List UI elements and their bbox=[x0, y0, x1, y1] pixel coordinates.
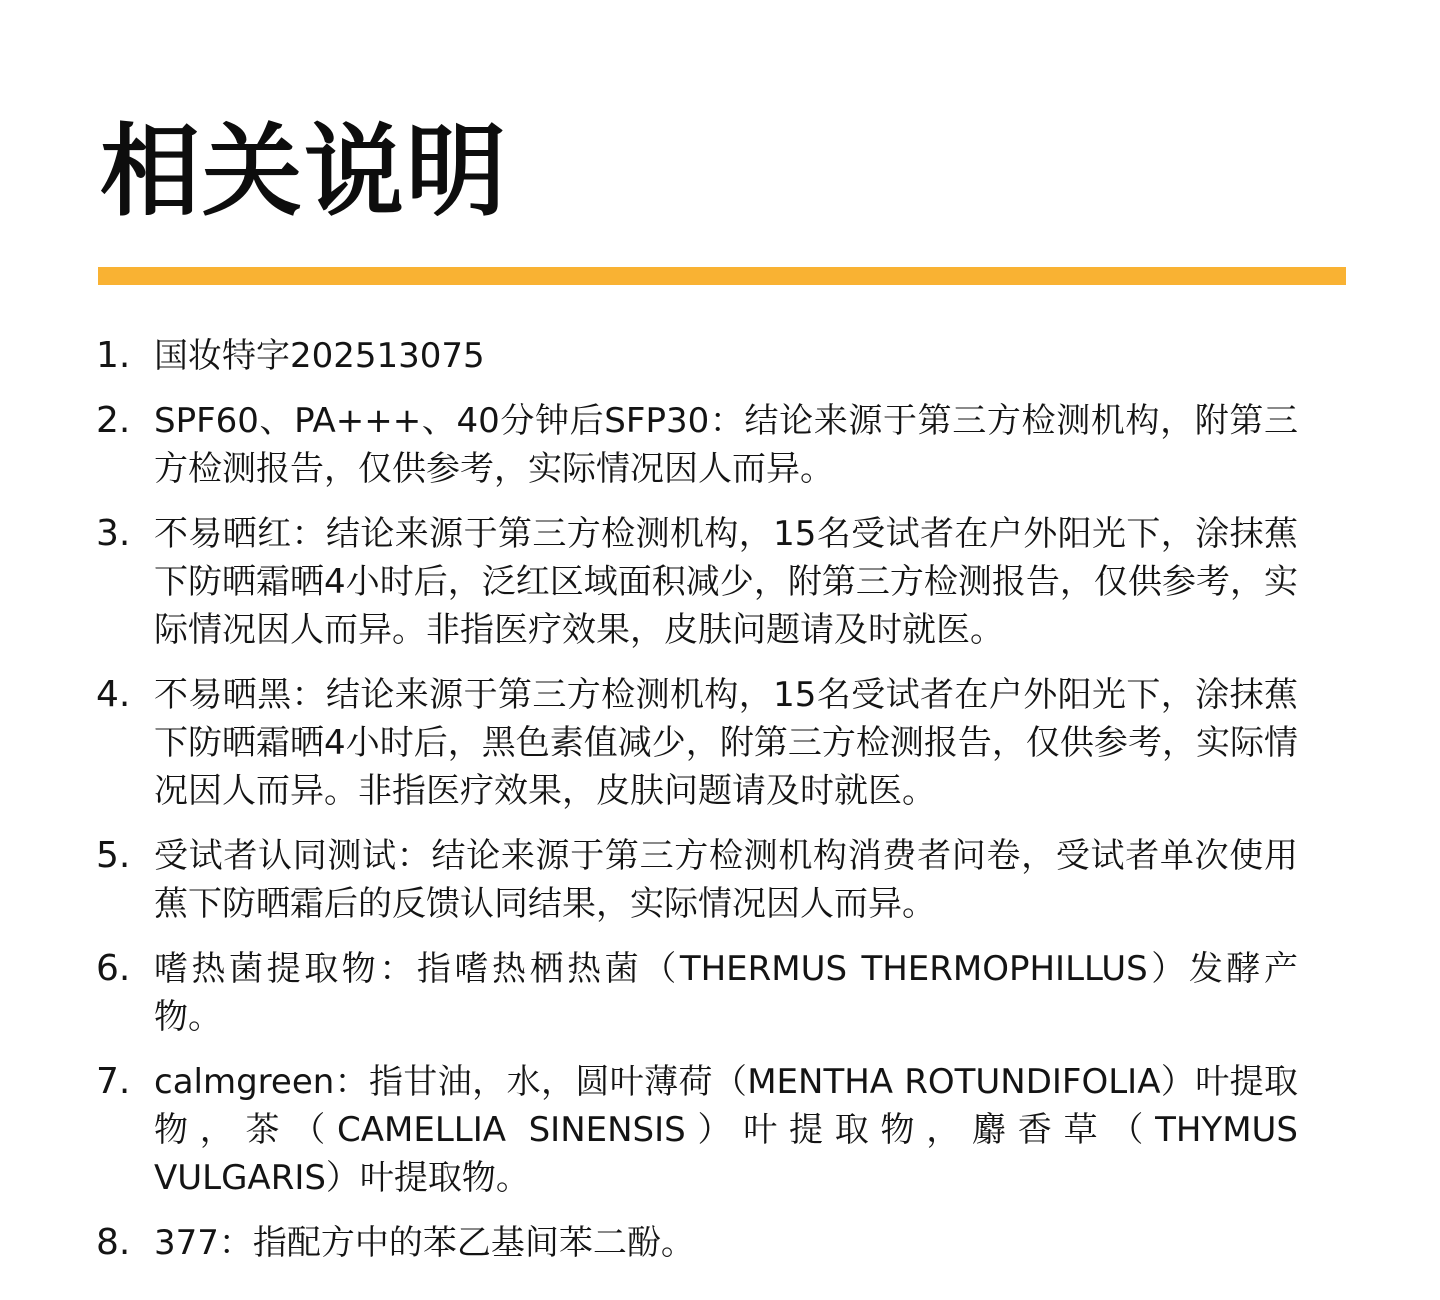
note-item bbox=[96, 945, 1298, 1041]
note-item bbox=[96, 671, 1298, 815]
note-text: 国妆特字202513075 bbox=[154, 336, 485, 376]
note-item bbox=[96, 510, 1298, 654]
note-text: 377：指配方中的苯乙基间苯二酚。 bbox=[154, 1223, 695, 1263]
note-number: 8. bbox=[96, 1222, 131, 1263]
note-item bbox=[96, 397, 1298, 493]
note-item bbox=[96, 332, 1298, 380]
note-number: 1. bbox=[96, 335, 131, 376]
page-title: 相关说明 bbox=[100, 113, 508, 230]
note-number: 6. bbox=[96, 948, 131, 989]
note-number: 4. bbox=[96, 674, 131, 715]
title-divider bbox=[98, 267, 1346, 285]
note-text: SPF60、PA+++、40分钟后SFP30：结论来源于第三方检测机构，附第三方检测报告，仅供参考，实际情况因人而异。 bbox=[154, 401, 1298, 489]
note-number: 5. bbox=[96, 835, 131, 876]
note-item bbox=[96, 1058, 1298, 1202]
note-number: 7. bbox=[96, 1061, 131, 1102]
note-text: 不易晒红：结论来源于第三方检测机构，15名受试者在户外阳光下，涂抹蕉下防晒霜晒4小时后，泛红区域面积减少，附第三方检测报告，仅供参考，实际情况因人而异。非指医疗效果，皮肤问题请及时就医。 bbox=[154, 514, 1298, 650]
note-text: 受试者认同测试：结论来源于第三方检测机构消费者问卷，受试者单次使用蕉下防晒霜后的反馈认同结果，实际情况因人而异。 bbox=[154, 836, 1298, 924]
note-item bbox=[96, 832, 1298, 928]
note-number: 3. bbox=[96, 513, 131, 554]
note-text: calmgreen：指甘油，水，圆叶薄荷（MENTHA ROTUNDIFOLIA）叶提取物，茶（CAMELLIA SINENSIS）叶提取物，麝香草（THYMUS VULGARIS）叶提取物。 bbox=[154, 1062, 1298, 1198]
note-text: 嗜热菌提取物：指嗜热栖热菌（THERMUS THERMOPHILLUS）发酵产物。 bbox=[154, 949, 1298, 1037]
note-text: 不易晒黑：结论来源于第三方检测机构，15名受试者在户外阳光下，涂抹蕉下防晒霜晒4小时后，黑色素值减少，附第三方检测报告，仅供参考，实际情况因人而异。非指医疗效果，皮肤问题请及时就医。 bbox=[154, 675, 1298, 811]
note-number: 2. bbox=[96, 400, 131, 441]
note-item bbox=[96, 1219, 1298, 1267]
notes-list bbox=[96, 332, 1298, 1284]
